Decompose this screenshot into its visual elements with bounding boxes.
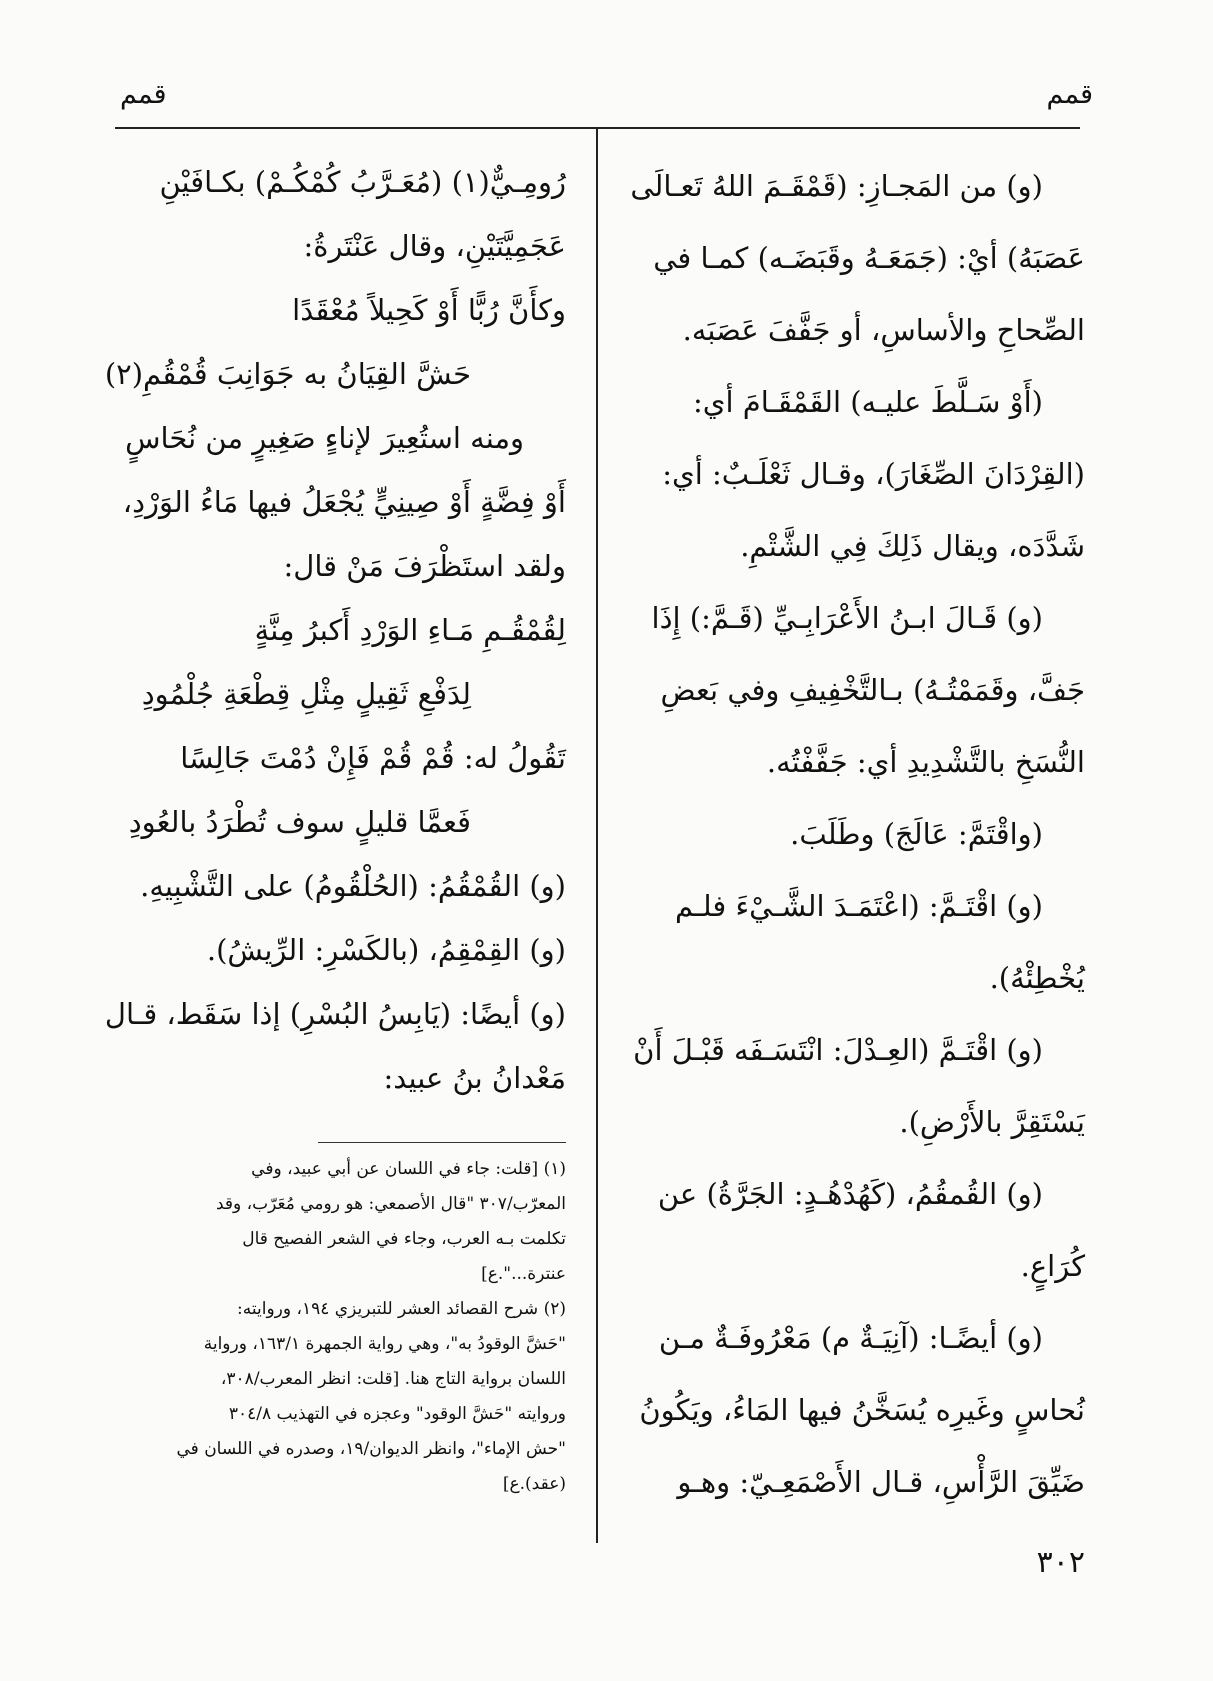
text-line: (و) اقْتَـمَّ: (اعْتَمَـدَ الشَّـيْءَ فلـم (675, 889, 1043, 923)
text-line: مَعْدانُ بنُ عبيد: (383, 1061, 566, 1095)
text-line: ضَيِّقَ الرَّأْسِ، قـال الأَصْمَعِـيّ: وهـو (677, 1465, 1085, 1499)
text-line: شَدَّدَه، ويقال ذَلِكَ فِي الشَّتْمِ. (740, 529, 1085, 563)
text-line: رُومِـيٌّ(١) (مُعَـرَّبُ كُمْكُـمْ) بكـافَيْنِ (159, 165, 566, 199)
text-line: نُحاسٍ وغَيرِه يُسَخَّنُ فيها المَاءُ، ويَكُونُ (639, 1393, 1085, 1427)
right-column (630, 150, 1085, 1518)
text-line: (أَوْ سَـلَّطَ عليـه) القَمْقَـامَ أي: (693, 385, 1043, 419)
running-header-right: قمم (1046, 79, 1093, 110)
text-line: يُخْطِئْهُ). (989, 961, 1085, 995)
footnote-line: "حَشَّ الوقودُ به"، وهي رواية الجمهرة ١٦٣/١، ورواية (203, 1334, 566, 1354)
verse-line: لِدَفْعِ ثَقِيلٍ مِثْلِ قِطْعَةِ جُلْمُودِ (141, 677, 471, 711)
text-line: (واقْتَمَّ: عَالَجَ) وطَلَبَ. (790, 817, 1043, 851)
text-line: (و) القُمقُمُ، (كَهُدْهُـدٍ: الجَرَّةُ) عن (657, 1177, 1043, 1211)
text-line: (و) القِمْقِمُ، (بالكَسْرِ: الرِّيشُ). (206, 933, 566, 967)
text-line: النُّسَخِ بالتَّشْدِيدِ أي: جَفَّفْتُه. (766, 745, 1085, 779)
verse-line: وكأَنَّ رُبًّا أَوْ كَحِيلاً مُعْقَدًا (292, 293, 566, 327)
text-line: عَصَبَهُ) أيْ: (جَمَعَـهُ وقَبَضَـه) كمـا في (653, 241, 1085, 275)
text-line: أَوْ فِضَّةٍ أَوْ صِينِيٍّ يُجْعَلُ فيها مَاءُ الوَرْدِ، (122, 485, 566, 519)
text-line: (و) اقْتَـمَّ (العِـدْلَ: انْتَسَـفَه قَبْـلَ أَنْ (633, 1033, 1043, 1067)
footnote-rule (318, 1142, 566, 1143)
text-line: جَفَّ، وقَمَمْتُـهُ) بـالتَّخْفِيفِ وفي بَعضِ (660, 673, 1085, 707)
footnote-line: (١) [قلت: جاء في اللسان عن أبي عبيد، وفي (251, 1159, 566, 1179)
footnote-line: تكلمت بـه العرب، وجاء في الشعر الفصيح قال (242, 1229, 566, 1249)
verse-line: لِقُمْقُـمِ مَـاءِ الوَرْدِ أَكبرُ مِنَّةٍ (254, 613, 566, 647)
text-line: (و) قَـالَ ابـنُ الأَعْرَابِـيِّ (قَـمَّ:) إِذَا (651, 601, 1043, 635)
text-line: (و) من المَجـازِ: (قَمْقَـمَ اللهُ تَعـالَى (630, 169, 1043, 203)
footnote-line: اللسان برواية التاج هنا. [قلت: انظر المعرب/٣٠٨، (220, 1369, 566, 1389)
text-line: الصِّحاحِ والأساسِ، أو جَفَّفَ عَصَبَه. (682, 313, 1085, 347)
footnote-line: وروايته "حَشَّ الوقود" وعجزه في التهذيب ٣٠٤/٨ (228, 1404, 566, 1424)
text-line: (و) أيضًـا: (آنِيَـةٌ م) مَعْرُوفَـةٌ مـن (658, 1321, 1043, 1355)
verse-line: فَعمَّا قليلٍ سوف تُطْرَدُ بالعُودِ (128, 805, 471, 839)
footnote-line: (٢) شرح القصائد العشر للتبريزي ١٩٤، وروايته: (237, 1299, 566, 1319)
text-line: (و) أيضًا: (يَابِسُ البُسْرِ) إذا سَقَط، قـال (104, 997, 566, 1031)
running-header-left: قمم (120, 79, 167, 110)
verse-line: حَشَّ القِيَانُ به جَوَانِبَ قُمْقُمِ(٢) (104, 357, 471, 391)
column-divider (596, 128, 598, 1543)
verse-line: تَقُولُ له: قُمْ قُمْ فَإِنْ دُمْتَ جَالِسًا (180, 741, 566, 775)
footnote-line: (عقد).ع] (502, 1474, 566, 1494)
left-column (104, 150, 566, 1110)
text-line: (و) القُمْقُمُ: (الحُلْقُومُ) على التَّشْبِيهِ. (140, 869, 566, 903)
text-line: كُرَاعٍ. (1020, 1249, 1085, 1283)
text-line: (القِرْدَانَ الصِّغَارَ)، وقـال ثَعْلَـبٌ: أي: (662, 457, 1085, 491)
text-line: ومنه استُعِيرَ لإناءٍ صَغِيرٍ من نُحَاسٍ (125, 421, 524, 455)
text-line: عَجَمِيَّتَيْنِ، وقال عَنْتَرةُ: (303, 229, 566, 263)
footnotes (112, 1152, 566, 1502)
text-line: يَسْتَقِرَّ بالأَرْضِ). (899, 1105, 1085, 1139)
page-number: ٣٠٢ (1036, 1545, 1085, 1580)
footnote-line: "حش الإماء"، وانظر الديوان/١٩، وصدره في اللسان في (176, 1439, 566, 1459)
footnote-line: عنترة...".ع] (481, 1264, 566, 1284)
text-line: ولقد استَظْرَفَ مَنْ قال: (283, 549, 566, 583)
footnote-line: المعرّب/٣٠٧ "قال الأصمعي: هو رومي مُعَرّب، وقد (215, 1194, 566, 1214)
